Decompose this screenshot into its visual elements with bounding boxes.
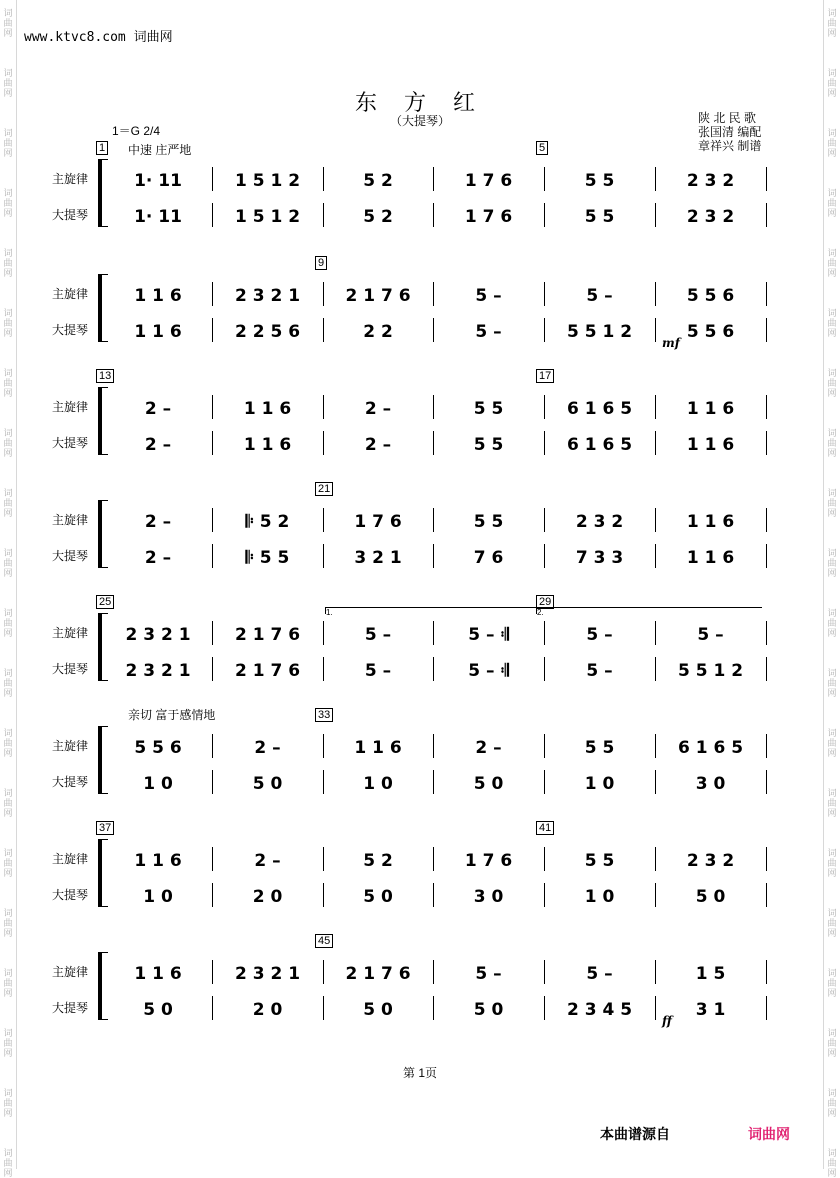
melody-measure: 1 1 6 (686, 399, 735, 419)
cello-measure: 1 0 (363, 774, 393, 794)
melody-measure: 5 5 (584, 851, 615, 871)
barline (433, 395, 434, 419)
barline (323, 167, 324, 191)
barline (544, 734, 545, 758)
cello-measure: 1 1 6 (686, 435, 735, 455)
cello-measure: 1 7 6 (464, 207, 513, 227)
cello-measure: 5 2 (363, 207, 393, 227)
barline (766, 508, 767, 532)
system-row (0, 822, 840, 913)
cello-measure: 5 – (586, 661, 613, 681)
watermark-text: 词 曲 网 (3, 908, 13, 938)
measure-number: 37 (96, 821, 114, 835)
barline (766, 544, 767, 568)
watermark-text: 词 曲 网 (3, 368, 13, 398)
barline (433, 282, 434, 306)
barline (544, 395, 545, 419)
melody-measure: 2 3 2 (686, 171, 735, 191)
cello-measure: 1 1 6 (134, 322, 182, 342)
footer-source-label: 本曲谱源自 (600, 1126, 670, 1142)
barline (655, 282, 656, 306)
cello-measure: 5 0 (363, 1000, 393, 1020)
cello-measure: 2 0 (252, 1000, 283, 1020)
barline (323, 395, 324, 419)
cello-measure: 5 0 (363, 887, 393, 907)
barline (212, 167, 213, 191)
barline (544, 544, 545, 568)
watermark-text: 词 曲 网 (3, 608, 13, 638)
cello-measure: 5 – (475, 322, 502, 342)
barline (655, 770, 656, 794)
measure-number: 9 (315, 256, 327, 270)
cello-part-label: 大提琴 (52, 208, 89, 222)
cello-measure: 1 0 (143, 774, 173, 794)
barline (766, 395, 767, 419)
cello-part-label: 大提琴 (52, 775, 89, 789)
watermark-text: 词 曲 网 (3, 248, 13, 278)
melody-measure: 2 1 7 6 (345, 286, 411, 306)
barline (323, 621, 324, 645)
barline (655, 883, 656, 907)
barline (323, 431, 324, 455)
barline (212, 203, 213, 227)
watermark-text: 词 曲 网 (3, 308, 13, 338)
barline (433, 657, 434, 681)
key-signature: 1＝G 2/4 (112, 124, 161, 138)
measure-number: 29 (536, 595, 554, 609)
cello-measure: 5 – 𝄇 (468, 661, 509, 681)
melody-measure: 5 2 (363, 851, 393, 871)
melody-measure: 2 3 2 1 (234, 286, 301, 306)
watermark-text: 词 曲 网 (827, 248, 837, 278)
barline (433, 996, 434, 1020)
barline (766, 282, 767, 306)
system-bracket (98, 159, 108, 227)
melody-part-label: 主旋律 (52, 287, 89, 301)
watermark-text: 词 曲 网 (3, 968, 13, 998)
barline (544, 431, 545, 455)
barline (766, 734, 767, 758)
barline (433, 770, 434, 794)
barline (212, 657, 213, 681)
melody-measure: 1 7 6 (354, 512, 402, 532)
site-url[interactable]: www.ktvc8.com 词曲网 (24, 30, 173, 45)
watermark-text: 词 曲 网 (827, 668, 837, 698)
cello-measure: 2 2 5 6 (234, 322, 301, 342)
watermark-text: 词 曲 网 (3, 788, 13, 818)
barline (433, 734, 434, 758)
melody-measure: 5 5 (584, 171, 615, 191)
system-bracket (98, 613, 108, 681)
barline (766, 621, 767, 645)
melody-measure: 5 – (475, 964, 502, 984)
cello-measure: 6 1 6 5 (566, 435, 633, 455)
watermark-text: 词 曲 网 (3, 8, 13, 38)
system-row (0, 257, 840, 350)
melody-measure: 6 1 6 5 (677, 738, 744, 758)
barline (212, 544, 213, 568)
barline (323, 734, 324, 758)
watermark-text: 词 曲 网 (3, 668, 13, 698)
barline (544, 167, 545, 191)
measure-number: 25 (96, 595, 114, 609)
barline (212, 883, 213, 907)
system-bracket (98, 952, 108, 1020)
cello-measure: 2 3 2 (686, 207, 735, 227)
barline (433, 508, 434, 532)
score-title: 东 方 红 (355, 91, 485, 116)
melody-measure: 2 – (475, 738, 502, 758)
barline (544, 847, 545, 871)
barline (433, 621, 434, 645)
melody-measure: 5 – (697, 625, 724, 645)
score-subtitle: （大提琴） (389, 114, 450, 128)
watermark-text: 词 曲 网 (827, 788, 837, 818)
barline (212, 621, 213, 645)
watermark-text: 词 曲 网 (3, 428, 13, 458)
system-bracket (98, 500, 108, 568)
watermark-text: 词 曲 网 (827, 608, 837, 638)
cello-measure: 2 3 2 1 (125, 661, 191, 681)
barline (544, 770, 545, 794)
melody-measure: 5 5 6 (134, 738, 182, 758)
melody-part-label: 主旋律 (52, 400, 89, 414)
barline (323, 318, 324, 342)
melody-measure: 5 2 (363, 171, 393, 191)
barline (655, 996, 656, 1020)
watermark-text: 词 曲 网 (827, 548, 837, 578)
cello-measure: 1· 11 (134, 207, 182, 227)
barline (544, 996, 545, 1020)
melody-part-label: 主旋律 (52, 513, 89, 527)
watermark-text: 词 曲 网 (827, 728, 837, 758)
melody-measure: 𝄆 5 2 (245, 512, 290, 532)
barline (433, 544, 434, 568)
melody-measure: 6 1 6 5 (566, 399, 633, 419)
measure-number: 41 (536, 821, 554, 835)
watermark-text: 词 曲 网 (827, 488, 837, 518)
cello-measure: 1 0 (584, 887, 615, 907)
watermark-text: 词 曲 网 (3, 1148, 13, 1178)
credit-origin: 陕 北 民 歌 (698, 111, 757, 125)
melody-measure: 1 1 6 (243, 399, 292, 419)
footer-brand-link[interactable]: 词曲网 (748, 1126, 790, 1142)
watermark-text: 词 曲 网 (3, 488, 13, 518)
cello-measure: 2 2 (363, 322, 393, 342)
barline (212, 847, 213, 871)
barline (433, 318, 434, 342)
cello-measure: 7 3 3 (575, 548, 624, 568)
barline (323, 508, 324, 532)
cello-measure: 2 – (144, 548, 172, 568)
barline (323, 203, 324, 227)
watermark-text: 词 曲 网 (3, 188, 13, 218)
cello-measure: 3 0 (473, 887, 504, 907)
cello-measure: 5 5 (584, 207, 615, 227)
barline (655, 657, 656, 681)
tempo-marking: 亲切 富于感情地 (128, 708, 216, 722)
cello-measure: 1 0 (584, 774, 615, 794)
melody-measure: 5 – (364, 625, 392, 645)
measure-number: 13 (96, 369, 114, 383)
barline (655, 847, 656, 871)
melody-measure: 2 3 2 (686, 851, 735, 871)
melody-measure: 1 1 6 (134, 851, 182, 871)
barline (655, 167, 656, 191)
measure-number: 45 (315, 934, 333, 948)
watermark-text: 词 曲 网 (3, 728, 13, 758)
cello-measure: 5 0 (695, 887, 726, 907)
melody-measure: 2 1 7 6 (234, 625, 301, 645)
melody-measure: 5 5 (473, 399, 504, 419)
melody-measure: 2 – (144, 512, 172, 532)
cello-measure: 5 5 (473, 435, 504, 455)
barline (323, 544, 324, 568)
system-row (0, 483, 840, 574)
melody-measure: 2 – (254, 738, 281, 758)
cello-measure: 1 1 6 (243, 435, 292, 455)
barline (212, 770, 213, 794)
barline (544, 883, 545, 907)
barline (544, 282, 545, 306)
cello-measure: 5 – (364, 661, 392, 681)
barline (433, 167, 434, 191)
watermark-text: 词 曲 网 (827, 1088, 837, 1118)
page-number: 第 1页 (402, 1066, 437, 1080)
cello-measure: 2 1 7 6 (234, 661, 301, 681)
cello-measure: 2 – (364, 435, 392, 455)
cello-part-label: 大提琴 (52, 662, 89, 676)
barline (212, 734, 213, 758)
cello-measure: 𝄆 5 5 (245, 548, 290, 568)
barline (655, 621, 656, 645)
watermark-text: 词 曲 网 (827, 908, 837, 938)
melody-measure: 1 5 (695, 964, 726, 984)
barline (212, 282, 213, 306)
melody-measure: 5 5 (584, 738, 615, 758)
measure-number: 21 (315, 482, 333, 496)
melody-part-label: 主旋律 (52, 172, 89, 186)
barline (766, 203, 767, 227)
barline (766, 657, 767, 681)
barline (544, 318, 545, 342)
cello-measure: 2 3 4 5 (566, 1000, 633, 1020)
barline (544, 621, 545, 645)
dynamic-marking: mf (662, 336, 680, 350)
credit-arranger: 张国清 编配 (698, 125, 762, 139)
barline (323, 883, 324, 907)
watermark-text: 词 曲 网 (827, 308, 837, 338)
cello-measure: 2 0 (252, 887, 283, 907)
melody-measure: 1 1 6 (686, 512, 735, 532)
cello-measure: 3 2 1 (354, 548, 402, 568)
watermark-text: 词 曲 网 (3, 848, 13, 878)
barline (544, 657, 545, 681)
barline (655, 318, 656, 342)
barline (766, 318, 767, 342)
cello-measure: 1 0 (143, 887, 173, 907)
melody-measure: 1 7 6 (464, 851, 513, 871)
melody-part-label: 主旋律 (52, 739, 89, 753)
barline (766, 996, 767, 1020)
melody-measure: 5 – (586, 964, 613, 984)
system-bracket (98, 387, 108, 455)
barline (766, 960, 767, 984)
dynamic-marking: ff (662, 1014, 672, 1028)
cello-measure: 5 5 1 2 (566, 322, 633, 342)
barline (212, 960, 213, 984)
cello-part-label: 大提琴 (52, 323, 89, 337)
cello-measure: 3 0 (695, 774, 726, 794)
measure-number: 33 (315, 708, 333, 722)
barline (433, 431, 434, 455)
system-row (0, 370, 840, 461)
credit-engraver: 章祥兴 制谱 (698, 139, 762, 153)
barline (212, 431, 213, 455)
melody-part-label: 主旋律 (52, 626, 89, 640)
barline (655, 544, 656, 568)
melody-measure: 2 3 2 1 (234, 964, 301, 984)
melody-measure: 2 3 2 1 (125, 625, 191, 645)
cello-measure: 5 0 (473, 774, 504, 794)
cello-part-label: 大提琴 (52, 888, 89, 902)
barline (433, 883, 434, 907)
melody-measure: 1· 11 (134, 171, 182, 191)
cello-measure: 1 1 6 (686, 548, 735, 568)
barline (323, 770, 324, 794)
barline (433, 847, 434, 871)
watermark-text: 词 曲 网 (827, 1148, 837, 1178)
melody-measure: 5 5 (473, 512, 504, 532)
melody-measure: 5 – (586, 625, 613, 645)
barline (766, 847, 767, 871)
first-ending-bracket: 1. (325, 607, 536, 614)
watermark-text: 词 曲 网 (827, 968, 837, 998)
cello-measure: 5 5 6 (686, 322, 735, 342)
cello-measure: 2 – (144, 435, 172, 455)
barline (766, 770, 767, 794)
barline (655, 734, 656, 758)
cello-measure: 1 5 1 2 (234, 207, 301, 227)
watermark-text: 词 曲 网 (827, 1028, 837, 1058)
cello-measure: 5 0 (473, 1000, 504, 1020)
barline (655, 395, 656, 419)
barline (766, 431, 767, 455)
barline (212, 508, 213, 532)
barline (655, 203, 656, 227)
barline (544, 508, 545, 532)
cello-part-label: 大提琴 (52, 549, 89, 563)
melody-measure: 2 1 7 6 (345, 964, 411, 984)
tempo-marking: 中速 庄严地 (128, 143, 192, 157)
barline (212, 996, 213, 1020)
barline (212, 395, 213, 419)
system-row (0, 708, 840, 800)
barline (655, 960, 656, 984)
watermark-text: 词 曲 网 (3, 1028, 13, 1058)
system-row (0, 596, 840, 687)
watermark-text: 词 曲 网 (827, 188, 837, 218)
measure-number: 1 (96, 141, 108, 155)
barline (544, 203, 545, 227)
barline (766, 883, 767, 907)
watermark-text: 词 曲 网 (827, 8, 837, 38)
cello-part-label: 大提琴 (52, 436, 89, 450)
melody-measure: 2 – (364, 399, 392, 419)
watermark-text: 词 曲 网 (827, 128, 837, 158)
melody-measure: 1 1 6 (354, 738, 402, 758)
cello-measure: 5 0 (252, 774, 283, 794)
barline (766, 167, 767, 191)
system-row (0, 935, 840, 1028)
system-bracket (98, 726, 108, 794)
measure-number: 5 (536, 141, 548, 155)
melody-part-label: 主旋律 (52, 852, 89, 866)
second-ending-bracket: 2. (536, 607, 762, 614)
cello-part-label: 大提琴 (52, 1001, 89, 1015)
melody-measure: 2 – (144, 399, 172, 419)
system-bracket (98, 274, 108, 342)
barline (433, 203, 434, 227)
cello-measure: 3 1 (695, 1000, 726, 1020)
barline (433, 960, 434, 984)
measure-number: 17 (536, 369, 554, 383)
cello-measure: 7 6 (473, 548, 504, 568)
watermark-text: 词 曲 网 (827, 368, 837, 398)
system-bracket (98, 839, 108, 907)
watermark-text: 词 曲 网 (3, 548, 13, 578)
cello-measure: 5 5 1 2 (677, 661, 744, 681)
melody-measure: 1 5 1 2 (234, 171, 301, 191)
cello-measure: 5 0 (143, 1000, 173, 1020)
melody-measure: 1 1 6 (134, 286, 182, 306)
watermark-text: 词 曲 网 (827, 68, 837, 98)
barline (212, 318, 213, 342)
melody-measure: 5 – (586, 286, 613, 306)
watermark-text: 词 曲 网 (827, 848, 837, 878)
watermark-text: 词 曲 网 (3, 128, 13, 158)
barline (323, 657, 324, 681)
melody-measure: 1 1 6 (134, 964, 182, 984)
barline (323, 847, 324, 871)
melody-measure: 2 3 2 (575, 512, 624, 532)
melody-measure: 5 5 6 (686, 286, 735, 306)
watermark-text: 词 曲 网 (3, 68, 13, 98)
melody-measure: 5 – (475, 286, 502, 306)
barline (655, 431, 656, 455)
watermark-text: 词 曲 网 (827, 428, 837, 458)
barline (655, 508, 656, 532)
watermark-text: 词 曲 网 (3, 1088, 13, 1118)
barline (323, 282, 324, 306)
barline (323, 996, 324, 1020)
melody-part-label: 主旋律 (52, 965, 89, 979)
barline (544, 960, 545, 984)
melody-measure: 2 – (254, 851, 281, 871)
barline (323, 960, 324, 984)
melody-measure: 5 – 𝄇 (468, 625, 509, 645)
melody-measure: 1 7 6 (464, 171, 513, 191)
